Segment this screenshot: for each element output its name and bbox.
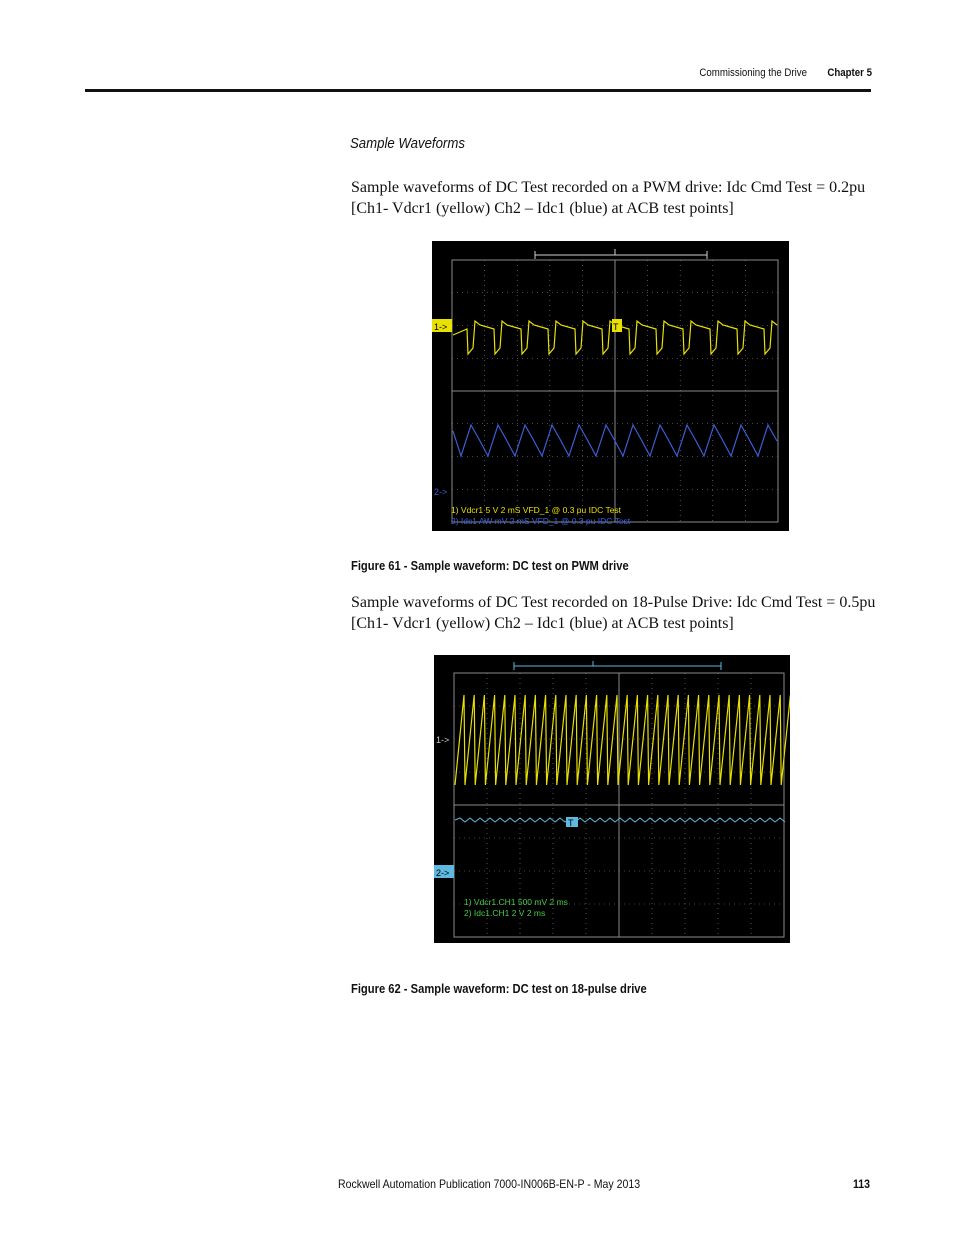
header-rule (85, 89, 871, 92)
figure-61-ch2-marker: 2-> (434, 487, 448, 497)
figure-61-caption: Figure 61 - Sample waveform: DC test on PWM drive (351, 558, 629, 573)
running-header-section: Commissioning the Drive (699, 67, 807, 79)
figure-61-readout-line1: 1) Vdcr1 5 V 2 mS VFD_1 @ 0.3 pu IDC Test (451, 505, 622, 515)
figure-62-oscilloscope-image (434, 655, 790, 943)
figure-61-grid (452, 260, 778, 522)
figure-62-ch2-trace (455, 818, 785, 822)
footer-publication: Rockwell Automation Publication 7000-IN006B-EN-P - May 2013 (338, 1177, 641, 1191)
figure-62-ch1-marker: 1-> (436, 735, 450, 745)
footer-page-number: 113 (852, 1177, 870, 1191)
figure-62-svg (434, 655, 790, 943)
figure-62-trigger-marker: T (568, 818, 574, 828)
paragraph-pwm: Sample waveforms of DC Test recorded on a PWM drive: Idc Cmd Test = 0.2pu [Ch1- Vdcr1 (yellow) Ch2 – Idc1 (blue) at ACB test points] (351, 179, 866, 217)
figure-62-caption: Figure 62 - Sample waveform: DC test on 18-pulse drive (351, 981, 647, 996)
figure-61-readout-line2: 2) Idc1 AW mV 2 mS VFD_1 @ 0.3 pu IDC Test (451, 516, 631, 526)
running-header-chapter: Chapter 5 (827, 67, 872, 79)
figure-62-trigger-bracket (514, 661, 721, 670)
section-subheading: Sample Waveforms (350, 135, 465, 152)
figure-62-ch1-trace (455, 695, 790, 785)
figure-61-trigger-bracket (535, 249, 707, 259)
figure-62-ch2-marker: 2-> (436, 868, 450, 878)
figure-61-oscilloscope-image (432, 241, 789, 531)
paragraph-18-pulse: Sample waveforms of DC Test recorded on 18-Pulse Drive: Idc Cmd Test = 0.5pu [Ch1- Vdcr1 (yellow) Ch2 – Idc1 (blue) at ACB test points] (351, 594, 876, 632)
figure-61-svg (432, 241, 789, 531)
figure-61-trigger-marker: T (613, 322, 619, 332)
figure-62-readout-line1: 1) Vdcr1.CH1 500 mV 2 ms (464, 897, 568, 907)
figure-61-ch1-marker: 1-> (434, 322, 448, 332)
figure-62-readout-line2: 2) Idc1.CH1 2 V 2 ms (464, 908, 546, 918)
